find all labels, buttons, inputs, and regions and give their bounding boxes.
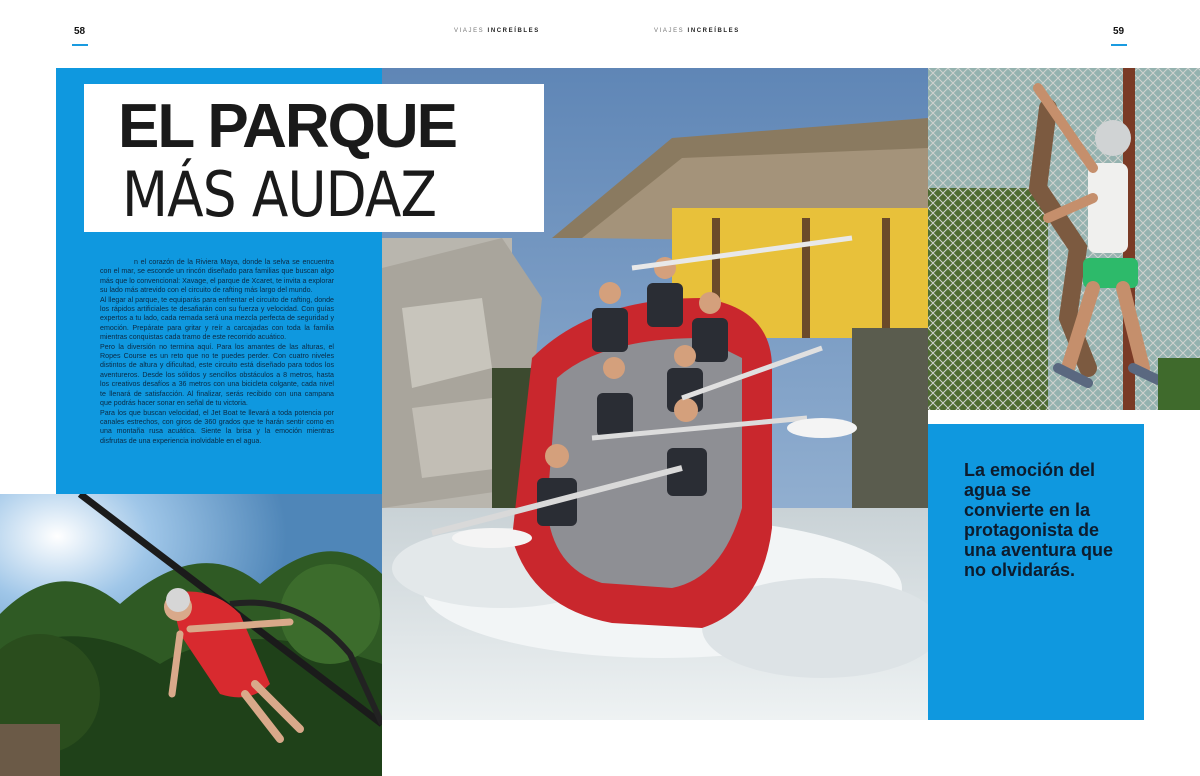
section-label-right-a: VIAJES bbox=[654, 28, 688, 34]
section-label-left-a: VIAJES bbox=[454, 28, 488, 34]
section-label-right-b: INCREÍBLES bbox=[687, 28, 740, 34]
body-paragraph-3: Pero la diversión no termina aquí. Para los amantes de las alturas, el Ropes Course es un reto que no te puedes perder. Con cuatro niveles distintos de altura y dificultad, este circuito está diseñado para todos los aventureros. Desde los sólidos y sencillos obstáculos a 8 metros, hasta los creativos desafíos a 36 metros con una bicicleta colgante, cada nivel te llenará de satisfacción. Al finalizar, serás recibido con una campana que podrás hacer sonar en señal de tu victoria. bbox=[100, 342, 334, 408]
section-label-left bbox=[454, 28, 540, 34]
page-number-right: 59 bbox=[1113, 26, 1125, 37]
page-number-left: 58 bbox=[74, 26, 86, 37]
article-title-line1: EL PARQUE bbox=[118, 92, 456, 161]
body-paragraph-4: Para los que buscan velocidad, el Jet Boat te llevará a toda potencia por canales estrechos, con giros de 360 grados que te harán sentir como en una montaña rusa acuática. Siente la brisa y la emoción mientras disfrutas de una experiencia inolvidable en el agua. bbox=[100, 408, 334, 445]
page-number-underline-right bbox=[1111, 44, 1127, 46]
pull-quote: La emoción del agua se convierte en la protagonista de una aventura que no olvidarás. bbox=[964, 460, 1114, 580]
section-label-right bbox=[654, 28, 740, 34]
article-body bbox=[100, 258, 334, 446]
ropes-course-photo bbox=[928, 68, 1200, 410]
zipline-photo bbox=[0, 494, 382, 776]
article-title-line2: MÁS AUDAZ bbox=[122, 158, 437, 231]
section-label-left-b: INCREÍBLES bbox=[487, 28, 540, 34]
page-number-underline-left bbox=[72, 44, 88, 46]
body-paragraph-1: n el corazón de la Riviera Maya, donde la selva se encuentra con el mar, se esconde un rincón diseñado para familias que buscan algo más que lo convencional: Xavage, el parque de Xcaret, te invita a explorar su lado más atrevido con el circuito de rafting más largo del mundo. bbox=[100, 258, 334, 295]
body-paragraph-2: Al llegar al parque, te equiparás para enfrentar el circuito de rafting, donde los rápidos artificiales te desafiarán con su fuerza y velocidad. Con guías expertos a tu lado, cada remada será una mezcla perfecta de seguridad y emoción. Prepárate para gritar y reír a carcajadas con toda la familia mientras conquistas cada tramo de este recorrido acuático. bbox=[100, 295, 334, 342]
